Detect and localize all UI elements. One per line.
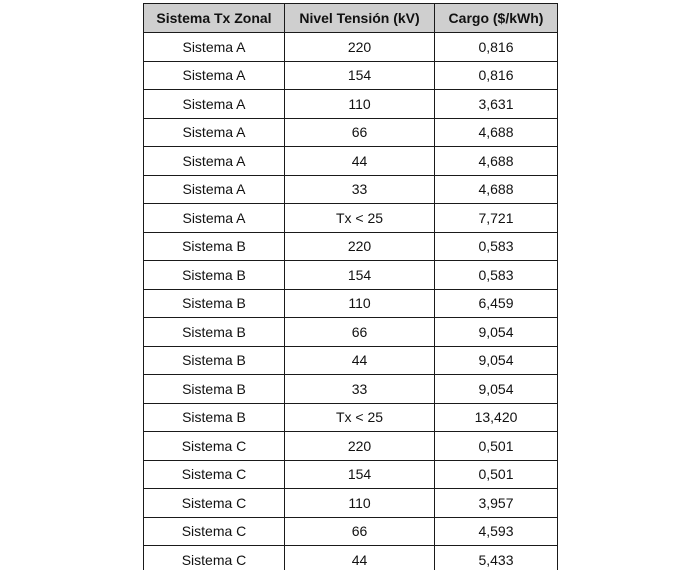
cell-cargo: 9,054: [435, 375, 558, 404]
cell-cargo: 3,631: [435, 90, 558, 119]
table-row: [144, 33, 558, 62]
cell-cargo: 4,688: [435, 147, 558, 176]
cell-cargo: 7,721: [435, 204, 558, 233]
cell-sistema: Sistema B: [144, 289, 285, 318]
cell-nivel-tension: 66: [285, 517, 435, 546]
cell-cargo: 0,816: [435, 61, 558, 90]
cell-cargo: 6,459: [435, 289, 558, 318]
cell-nivel-tension: 66: [285, 318, 435, 347]
table-row: [144, 432, 558, 461]
table-row: [144, 489, 558, 518]
tariff-table: [143, 3, 558, 570]
cell-nivel-tension: 66: [285, 118, 435, 147]
cell-sistema: Sistema B: [144, 318, 285, 347]
table-row: [144, 232, 558, 261]
cell-sistema: Sistema A: [144, 118, 285, 147]
cell-nivel-tension: 33: [285, 375, 435, 404]
table-row: [144, 61, 558, 90]
cell-cargo: 4,593: [435, 517, 558, 546]
cell-cargo: 0,816: [435, 33, 558, 62]
cell-nivel-tension: Tx < 25: [285, 403, 435, 432]
table-row: [144, 289, 558, 318]
cell-cargo: 4,688: [435, 118, 558, 147]
table-row: [144, 261, 558, 290]
table-row: [144, 175, 558, 204]
cell-sistema: Sistema B: [144, 261, 285, 290]
cell-sistema: Sistema A: [144, 175, 285, 204]
cell-sistema: Sistema A: [144, 147, 285, 176]
cell-nivel-tension: 44: [285, 147, 435, 176]
cell-nivel-tension: 220: [285, 33, 435, 62]
cell-nivel-tension: 44: [285, 546, 435, 570]
cell-cargo: 9,054: [435, 346, 558, 375]
cell-sistema: Sistema C: [144, 517, 285, 546]
cell-sistema: Sistema A: [144, 90, 285, 119]
table-row: [144, 546, 558, 570]
cell-nivel-tension: 110: [285, 90, 435, 119]
table-row: [144, 346, 558, 375]
cell-sistema: Sistema C: [144, 489, 285, 518]
header-sistema-tx-zonal: Sistema Tx Zonal: [144, 4, 285, 33]
table-row: [144, 460, 558, 489]
cell-cargo: 0,583: [435, 261, 558, 290]
table-row: [144, 147, 558, 176]
table-body: [144, 33, 558, 570]
cell-sistema: Sistema B: [144, 375, 285, 404]
cell-nivel-tension: 220: [285, 232, 435, 261]
table-row: [144, 318, 558, 347]
header-nivel-tension: Nivel Tensión (kV): [285, 4, 435, 33]
cell-cargo: 3,957: [435, 489, 558, 518]
cell-sistema: Sistema C: [144, 460, 285, 489]
header-row: [144, 4, 558, 33]
cell-sistema: Sistema B: [144, 346, 285, 375]
cell-cargo: 0,501: [435, 432, 558, 461]
cell-sistema: Sistema C: [144, 546, 285, 570]
cell-cargo: 4,688: [435, 175, 558, 204]
table-row: [144, 403, 558, 432]
cell-nivel-tension: 154: [285, 261, 435, 290]
cell-cargo: 9,054: [435, 318, 558, 347]
cell-cargo: 0,583: [435, 232, 558, 261]
cell-nivel-tension: 33: [285, 175, 435, 204]
table-row: [144, 375, 558, 404]
table-header: [144, 4, 558, 33]
table-row: [144, 204, 558, 233]
table-row: [144, 90, 558, 119]
cell-sistema: Sistema C: [144, 432, 285, 461]
cell-sistema: Sistema B: [144, 232, 285, 261]
cell-nivel-tension: 110: [285, 489, 435, 518]
cell-nivel-tension: 154: [285, 460, 435, 489]
cell-sistema: Sistema A: [144, 61, 285, 90]
cell-sistema: Sistema A: [144, 204, 285, 233]
cell-nivel-tension: 44: [285, 346, 435, 375]
table-row: [144, 517, 558, 546]
cell-cargo: 13,420: [435, 403, 558, 432]
cell-nivel-tension: 220: [285, 432, 435, 461]
table-row: [144, 118, 558, 147]
cell-nivel-tension: Tx < 25: [285, 204, 435, 233]
cell-cargo: 5,433: [435, 546, 558, 570]
cell-nivel-tension: 110: [285, 289, 435, 318]
cell-sistema: Sistema A: [144, 33, 285, 62]
cell-sistema: Sistema B: [144, 403, 285, 432]
cell-cargo: 0,501: [435, 460, 558, 489]
header-cargo: Cargo ($/kWh): [435, 4, 558, 33]
cell-nivel-tension: 154: [285, 61, 435, 90]
